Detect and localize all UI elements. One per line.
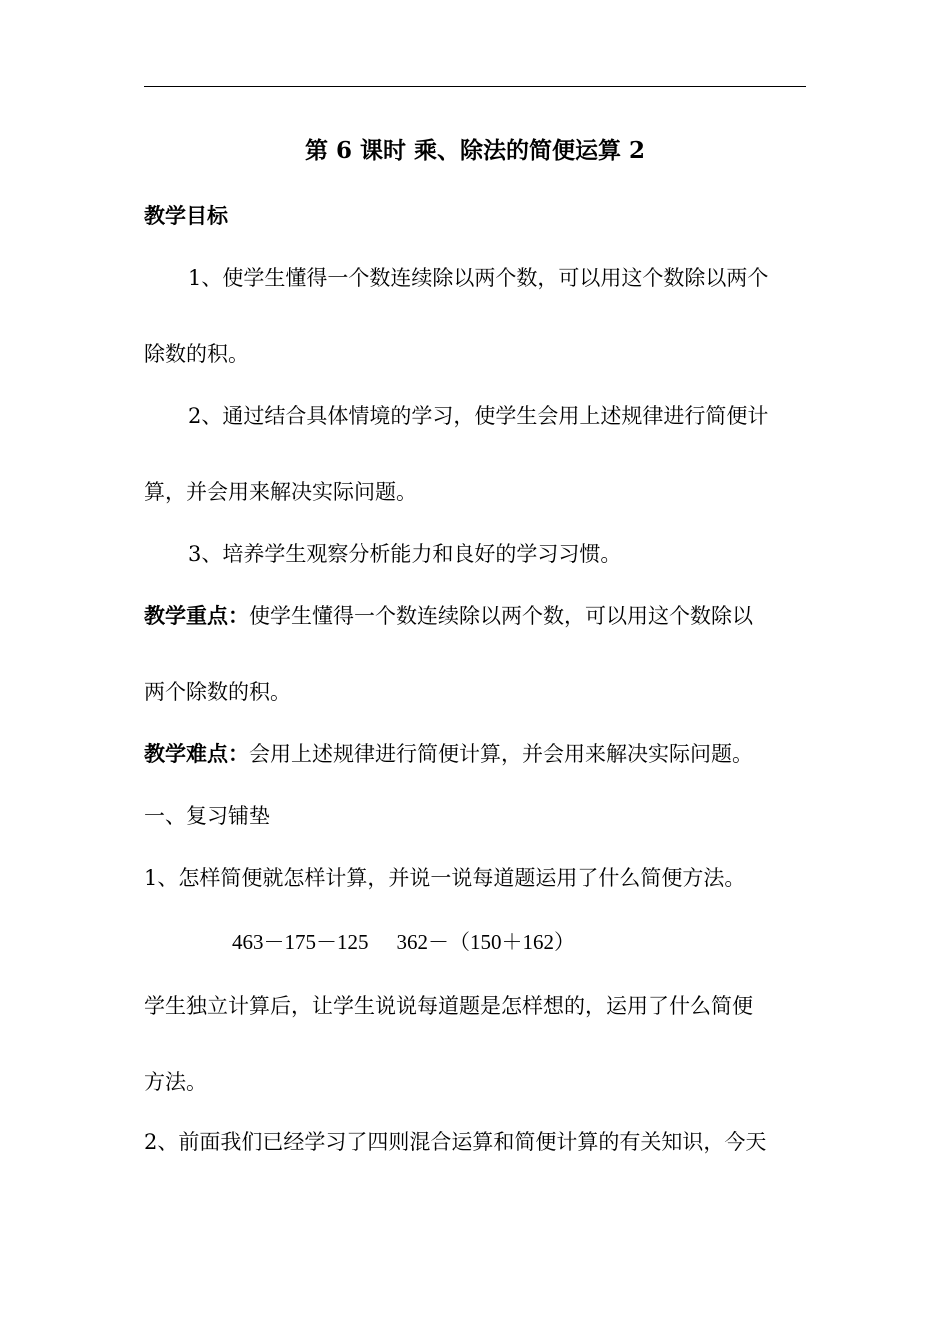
goal-1-line-2: 除数的积。 xyxy=(144,342,249,366)
difficulty-line xyxy=(144,740,753,768)
key-point-line-1 xyxy=(144,602,753,630)
review-text-line-2: 方法。 xyxy=(144,1070,207,1094)
formula-line xyxy=(232,928,575,956)
review-item-2: 2、前面我们已经学习了四则混合运算和简便计算的有关知识，今天 xyxy=(144,1130,767,1154)
key-point-label: 教学重点： xyxy=(144,603,249,628)
review-text-line-1: 学生独立计算后，让学生说说每道题是怎样想的，运用了什么简便 xyxy=(144,994,753,1018)
goal-3: 3、培养学生观察分析能力和良好的学习习惯。 xyxy=(188,542,622,566)
section-goals-heading: 教学目标 xyxy=(144,203,228,228)
goal-2-line-2: 算，并会用来解决实际问题。 xyxy=(144,480,417,504)
goal-1-line-1: 1、使学生懂得一个数连续除以两个数，可以用这个数除以两个 xyxy=(188,266,769,290)
page-title: 第 6 课时 乘、除法的简便运算 2 xyxy=(304,137,646,164)
difficulty-text: 会用上述规律进行简便计算，并会用来解决实际问题。 xyxy=(249,742,753,766)
review-heading: 一、复习铺垫 xyxy=(144,804,270,828)
header-rule xyxy=(144,86,806,87)
key-point-text: 使学生懂得一个数连续除以两个数，可以用这个数除以 xyxy=(249,604,753,628)
formula-1: 463－175－125 xyxy=(232,930,369,954)
goal-2-line-1: 2、通过结合具体情境的学习，使学生会用上述规律进行简便计 xyxy=(188,404,769,428)
difficulty-label: 教学难点： xyxy=(144,741,249,766)
review-item-1: 1、怎样简便就怎样计算，并说一说每道题运用了什么简便方法。 xyxy=(144,866,746,890)
formula-2: 362－（150＋162） xyxy=(396,930,575,954)
key-point-line-2: 两个除数的积。 xyxy=(144,680,291,704)
